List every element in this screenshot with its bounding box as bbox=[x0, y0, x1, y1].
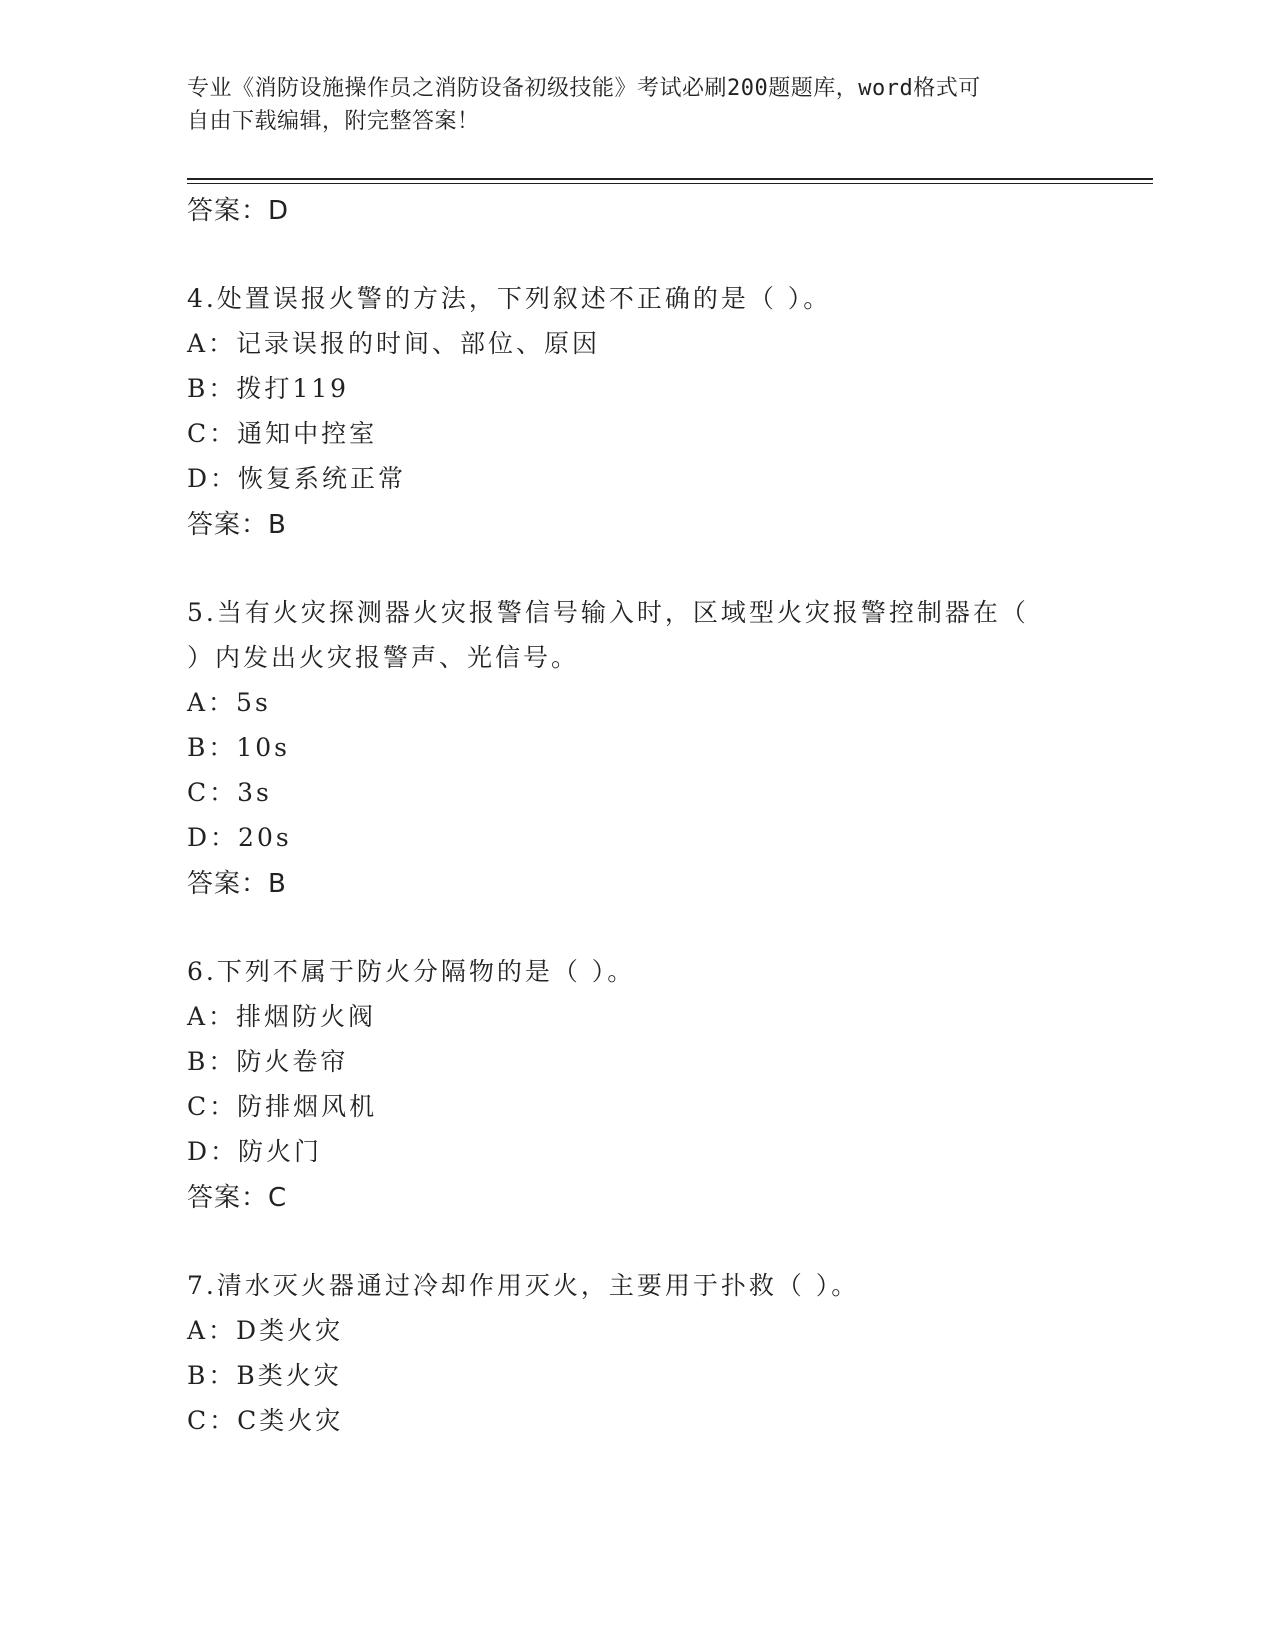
answer-q5: 答案：B bbox=[187, 869, 287, 899]
answer-q6: 答案：C bbox=[187, 1183, 288, 1213]
question-6-option-d: D：防火门 bbox=[187, 1137, 323, 1166]
question-5-stem-line-1: 5.当有火灾探测器火灾报警信号输入时，区域型火灾报警控制器在（ bbox=[187, 598, 1029, 627]
answer-q4: 答案：B bbox=[187, 510, 287, 540]
question-7-stem: 7.清水灭火器通过冷却作用灭火，主要用于扑救（ ）。 bbox=[187, 1271, 860, 1300]
question-6-option-c: C：防排烟风机 bbox=[187, 1092, 378, 1121]
question-6-option-a: A：排烟防火阀 bbox=[187, 1002, 377, 1031]
question-5-option-d: D：20s bbox=[187, 823, 292, 852]
question-5-option-a: A：5s bbox=[187, 688, 271, 717]
question-5-option-c: C：3s bbox=[187, 778, 272, 807]
question-4-stem: 4.处置误报火警的方法，下列叙述不正确的是（ ）。 bbox=[187, 284, 832, 313]
question-7-option-b: B：B类火灾 bbox=[187, 1361, 342, 1390]
header-title-line-2: 自由下载编辑，附完整答案！ bbox=[187, 109, 480, 134]
question-4-option-b: B：拨打119 bbox=[187, 374, 350, 403]
answer-q3: 答案：D bbox=[187, 196, 290, 226]
header-title-line-1: 专业《消防设施操作员之消防设备初级技能》考试必刷200题题库，word格式可 bbox=[187, 76, 981, 101]
question-4-option-d: D：恢复系统正常 bbox=[187, 464, 407, 493]
question-7-option-c: C：C类火灾 bbox=[187, 1406, 344, 1435]
header-divider-thick bbox=[187, 178, 1153, 180]
question-4-option-a: A：记录误报的时间、部位、原因 bbox=[187, 329, 601, 358]
document-header bbox=[187, 72, 1067, 138]
question-5-stem-line-2: ）内发出火灾报警声、光信号。 bbox=[187, 643, 580, 672]
question-6-option-b: B：防火卷帘 bbox=[187, 1047, 349, 1076]
question-7-option-a: A：D类火灾 bbox=[187, 1316, 344, 1345]
header-divider-thin bbox=[187, 183, 1153, 184]
question-5-option-b: B：10s bbox=[187, 733, 291, 762]
question-6-stem: 6.下列不属于防火分隔物的是（ ）。 bbox=[187, 957, 636, 986]
question-4-option-c: C：通知中控室 bbox=[187, 419, 378, 448]
